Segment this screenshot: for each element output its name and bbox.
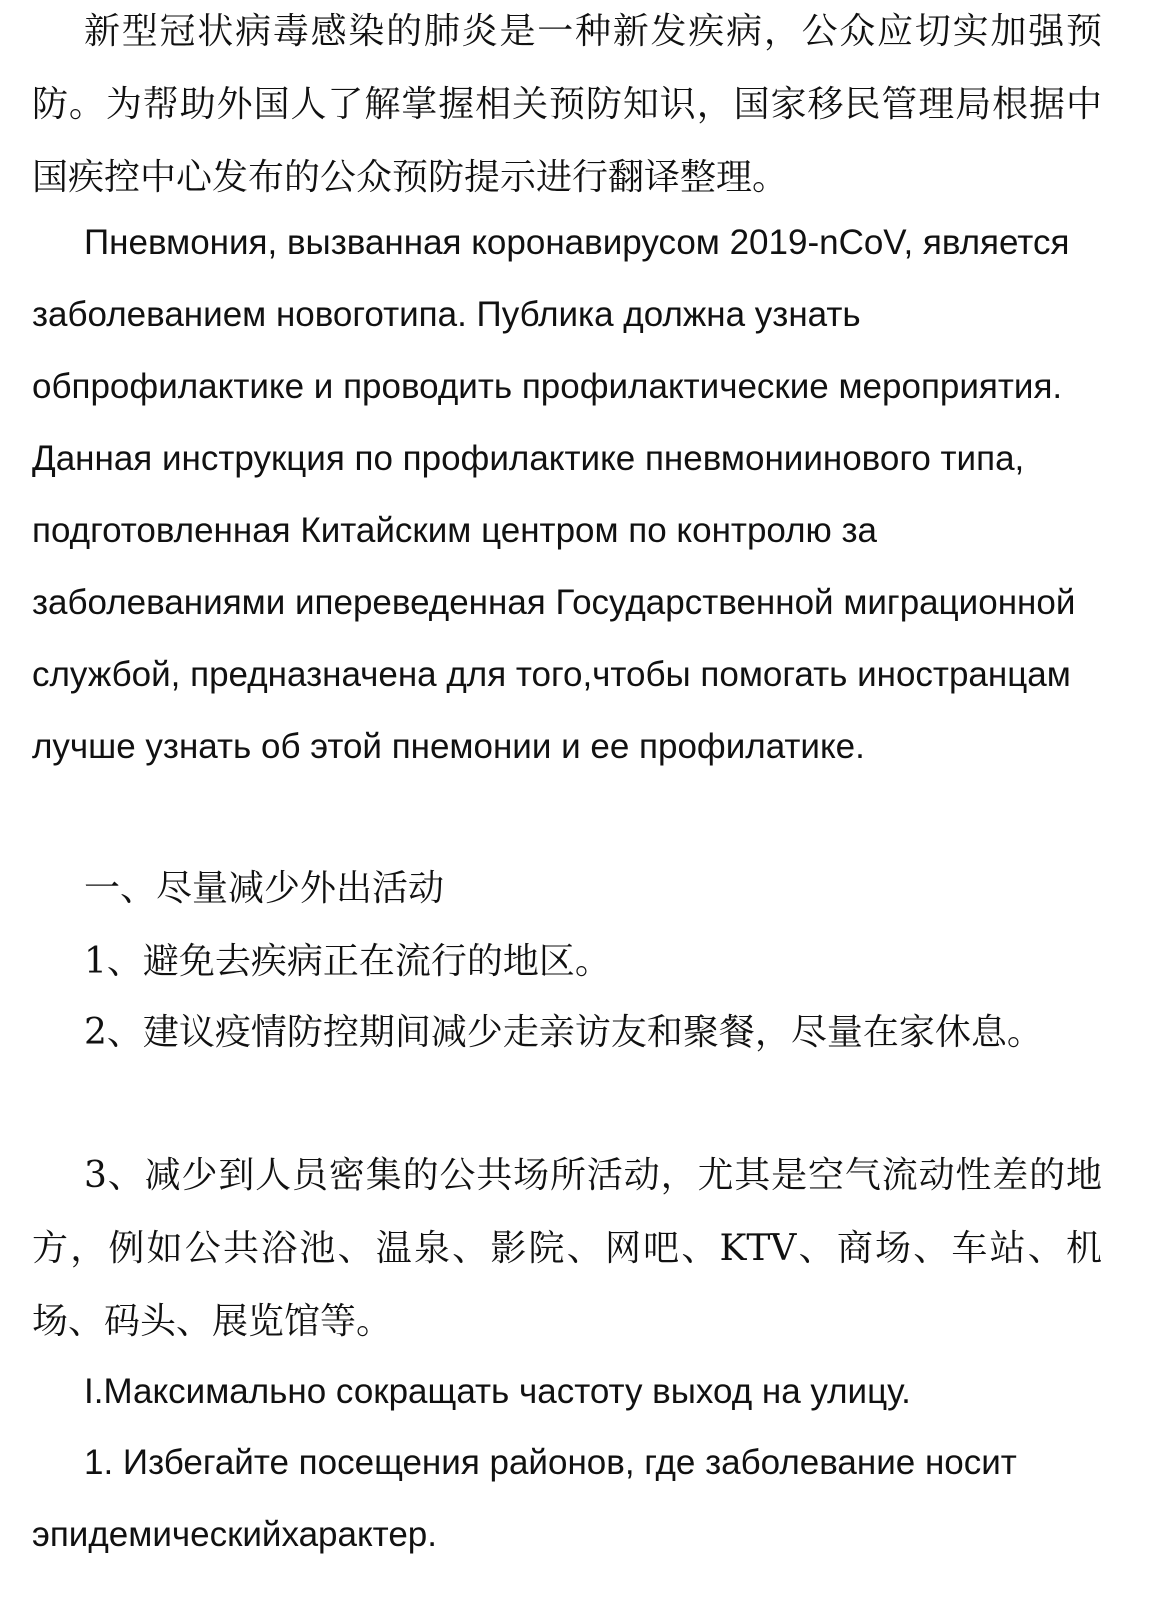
- list-item-1-russian: 1. Избегайте посещения районов, где заболевание носит эпидемическийхарактер.: [32, 1443, 1017, 1554]
- section-heading-russian: I.Максимально сокращать частоту выход на улицу.: [84, 1372, 911, 1411]
- intro-paragraph-chinese: 新型冠状病毒感染的肺炎是一种新发疾病，公众应切实加强预防。为帮助外国人了解掌握相关预防知识，国家移民管理局根据中国疾控中心发布的公众预防提示进行翻译整理。: [32, 11, 1102, 198]
- list-item-1-chinese: 1、避免去疾病正在流行的地区。: [84, 941, 611, 982]
- intro-paragraph-russian: Пневмония, вызванная коронавирусом 2019-nCoV, является заболеванием новоготипа. Публика должна узнать обпрофилактике и проводить профилактические мероприятия. Данная инструкция по профилактике пневмониинового типа, подготовленная Китайским центром по контролю за заболеваниями ипереведенная Государственной миграционной службой, предназначена для того,чтобы помогать иностранцам лучше узнать об этой пнемонии и ее профилатике.: [32, 223, 1076, 766]
- list-item-2-chinese: 2、建议疫情防控期间减少走亲访友和聚餐，尽量在家休息。: [84, 1012, 1043, 1053]
- section-heading-chinese: 一、尽量减少外出活动: [84, 868, 445, 909]
- list-item-3-chinese: 3、减少到人员密集的公共场所活动，尤其是空气流动性差的地方，例如公共浴池、温泉、影院、网吧、KTV、商场、车站、机场、码头、展览馆等。: [32, 1155, 1102, 1342]
